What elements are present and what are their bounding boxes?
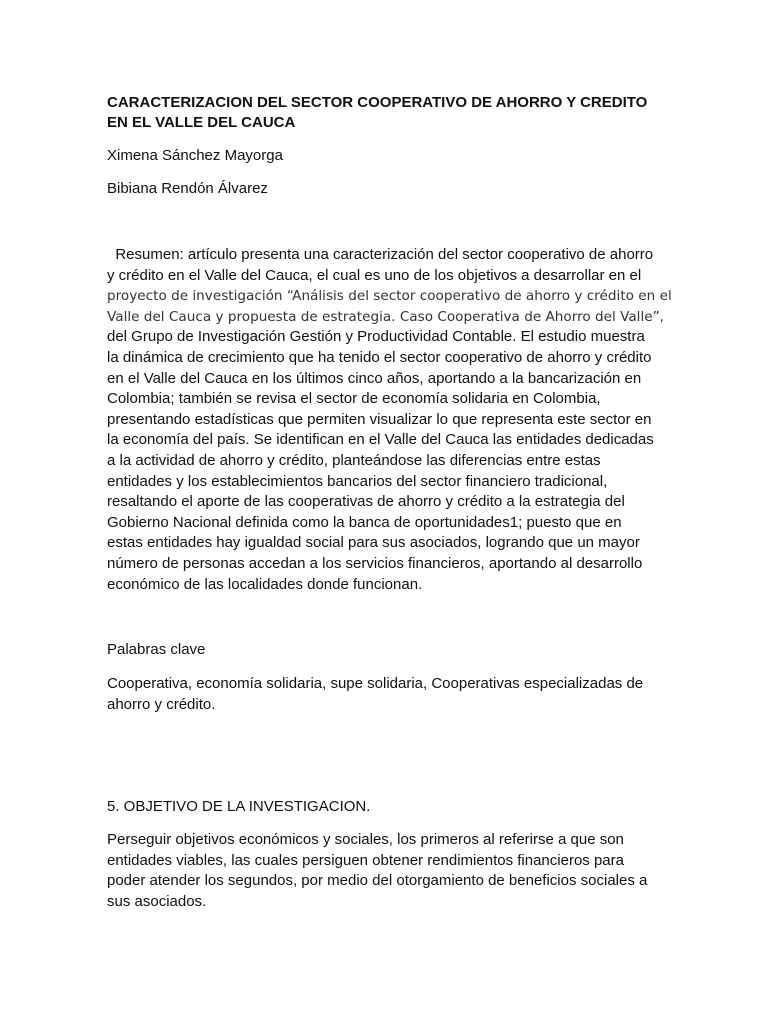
abstract-line: en el Valle del Cauca en los últimos cinco años, aportando a la bancarización en bbox=[107, 369, 642, 387]
objective-line: poder atender los segundos, por medio del otorgamiento de beneficios sociales a bbox=[107, 872, 648, 889]
document-title: CARACTERIZACION DEL SECTOR COOPERATIVO DE AHORRO Y CREDITO EN EL VALLE DEL CAUCA bbox=[107, 94, 648, 131]
abstract-paragraph bbox=[107, 245, 672, 595]
abstract-line: a la actividad de ahorro y crédito, planteándose las diferencias entre estas bbox=[107, 451, 601, 469]
abstract-line: Valle del Cauca y propuesta de estrategia. Caso Cooperativa de Ahorro del Valle”, bbox=[107, 308, 664, 325]
abstract-line: Colombia; también se revisa el sector de economía solidaria en Colombia, bbox=[107, 390, 601, 408]
abstract-line: y crédito en el Valle del Cauca, el cual es uno de los objetivos a desarrollar en el bbox=[107, 266, 642, 284]
keywords-heading: Palabras clave bbox=[107, 641, 206, 658]
keywords-text bbox=[107, 674, 667, 715]
keywords-line: ahorro y crédito. bbox=[107, 695, 216, 713]
keywords-line: Cooperativa, economía solidaria, supe solidaria, Cooperativas especializadas de bbox=[107, 675, 644, 692]
abstract-line: la dinámica de crecimiento que ha tenido el sector cooperativo de ahorro y crédito bbox=[107, 348, 652, 366]
abstract-line: Gobierno Nacional definida como la banca de oportunidades1; puesto que en bbox=[107, 513, 622, 531]
abstract-line: resaltando el aporte de las cooperativas de ahorro y crédito a la estrategia del bbox=[107, 493, 625, 511]
abstract-line: entidades y los establecimientos bancarios del sector financiero tradicional, bbox=[107, 472, 608, 490]
objective-paragraph bbox=[107, 830, 667, 912]
author-1: Ximena Sánchez Mayorga bbox=[107, 147, 283, 164]
objective-heading: 5. OBJETIVO DE LA INVESTIGACION. bbox=[107, 798, 371, 815]
abstract-line: Resumen: artículo presenta una caracterización del sector cooperativo de ahorro bbox=[107, 246, 654, 263]
abstract-line: económico de las localidades donde funcionan. bbox=[107, 575, 423, 593]
objective-line: entidades viables, las cuales persiguen obtener rendimientos financieros para bbox=[107, 851, 624, 869]
abstract-line: del Grupo de Investigación Gestión y Productividad Contable. El estudio muestra bbox=[107, 328, 645, 346]
abstract-line: presentando estadísticas que permiten visualizar lo que representa este sector en bbox=[107, 410, 652, 428]
abstract-line: la economía del país. Se identifican en el Valle del Cauca las entidades dedicadas bbox=[107, 431, 654, 449]
objective-line: sus asociados. bbox=[107, 892, 207, 910]
author-2: Bibiana Rendón Álvarez bbox=[107, 180, 268, 197]
abstract-line: proyecto de investigación “Análisis del sector cooperativo de ahorro y crédito en el bbox=[107, 288, 672, 305]
abstract-line: número de personas accedan a los servicios financieros, aportando al desarrollo bbox=[107, 554, 643, 572]
objective-line: Perseguir objetivos económicos y sociales, los primeros al referirse a que son bbox=[107, 831, 624, 848]
abstract-line: estas entidades hay igualdad social para sus asociados, logrando que un mayor bbox=[107, 534, 640, 552]
